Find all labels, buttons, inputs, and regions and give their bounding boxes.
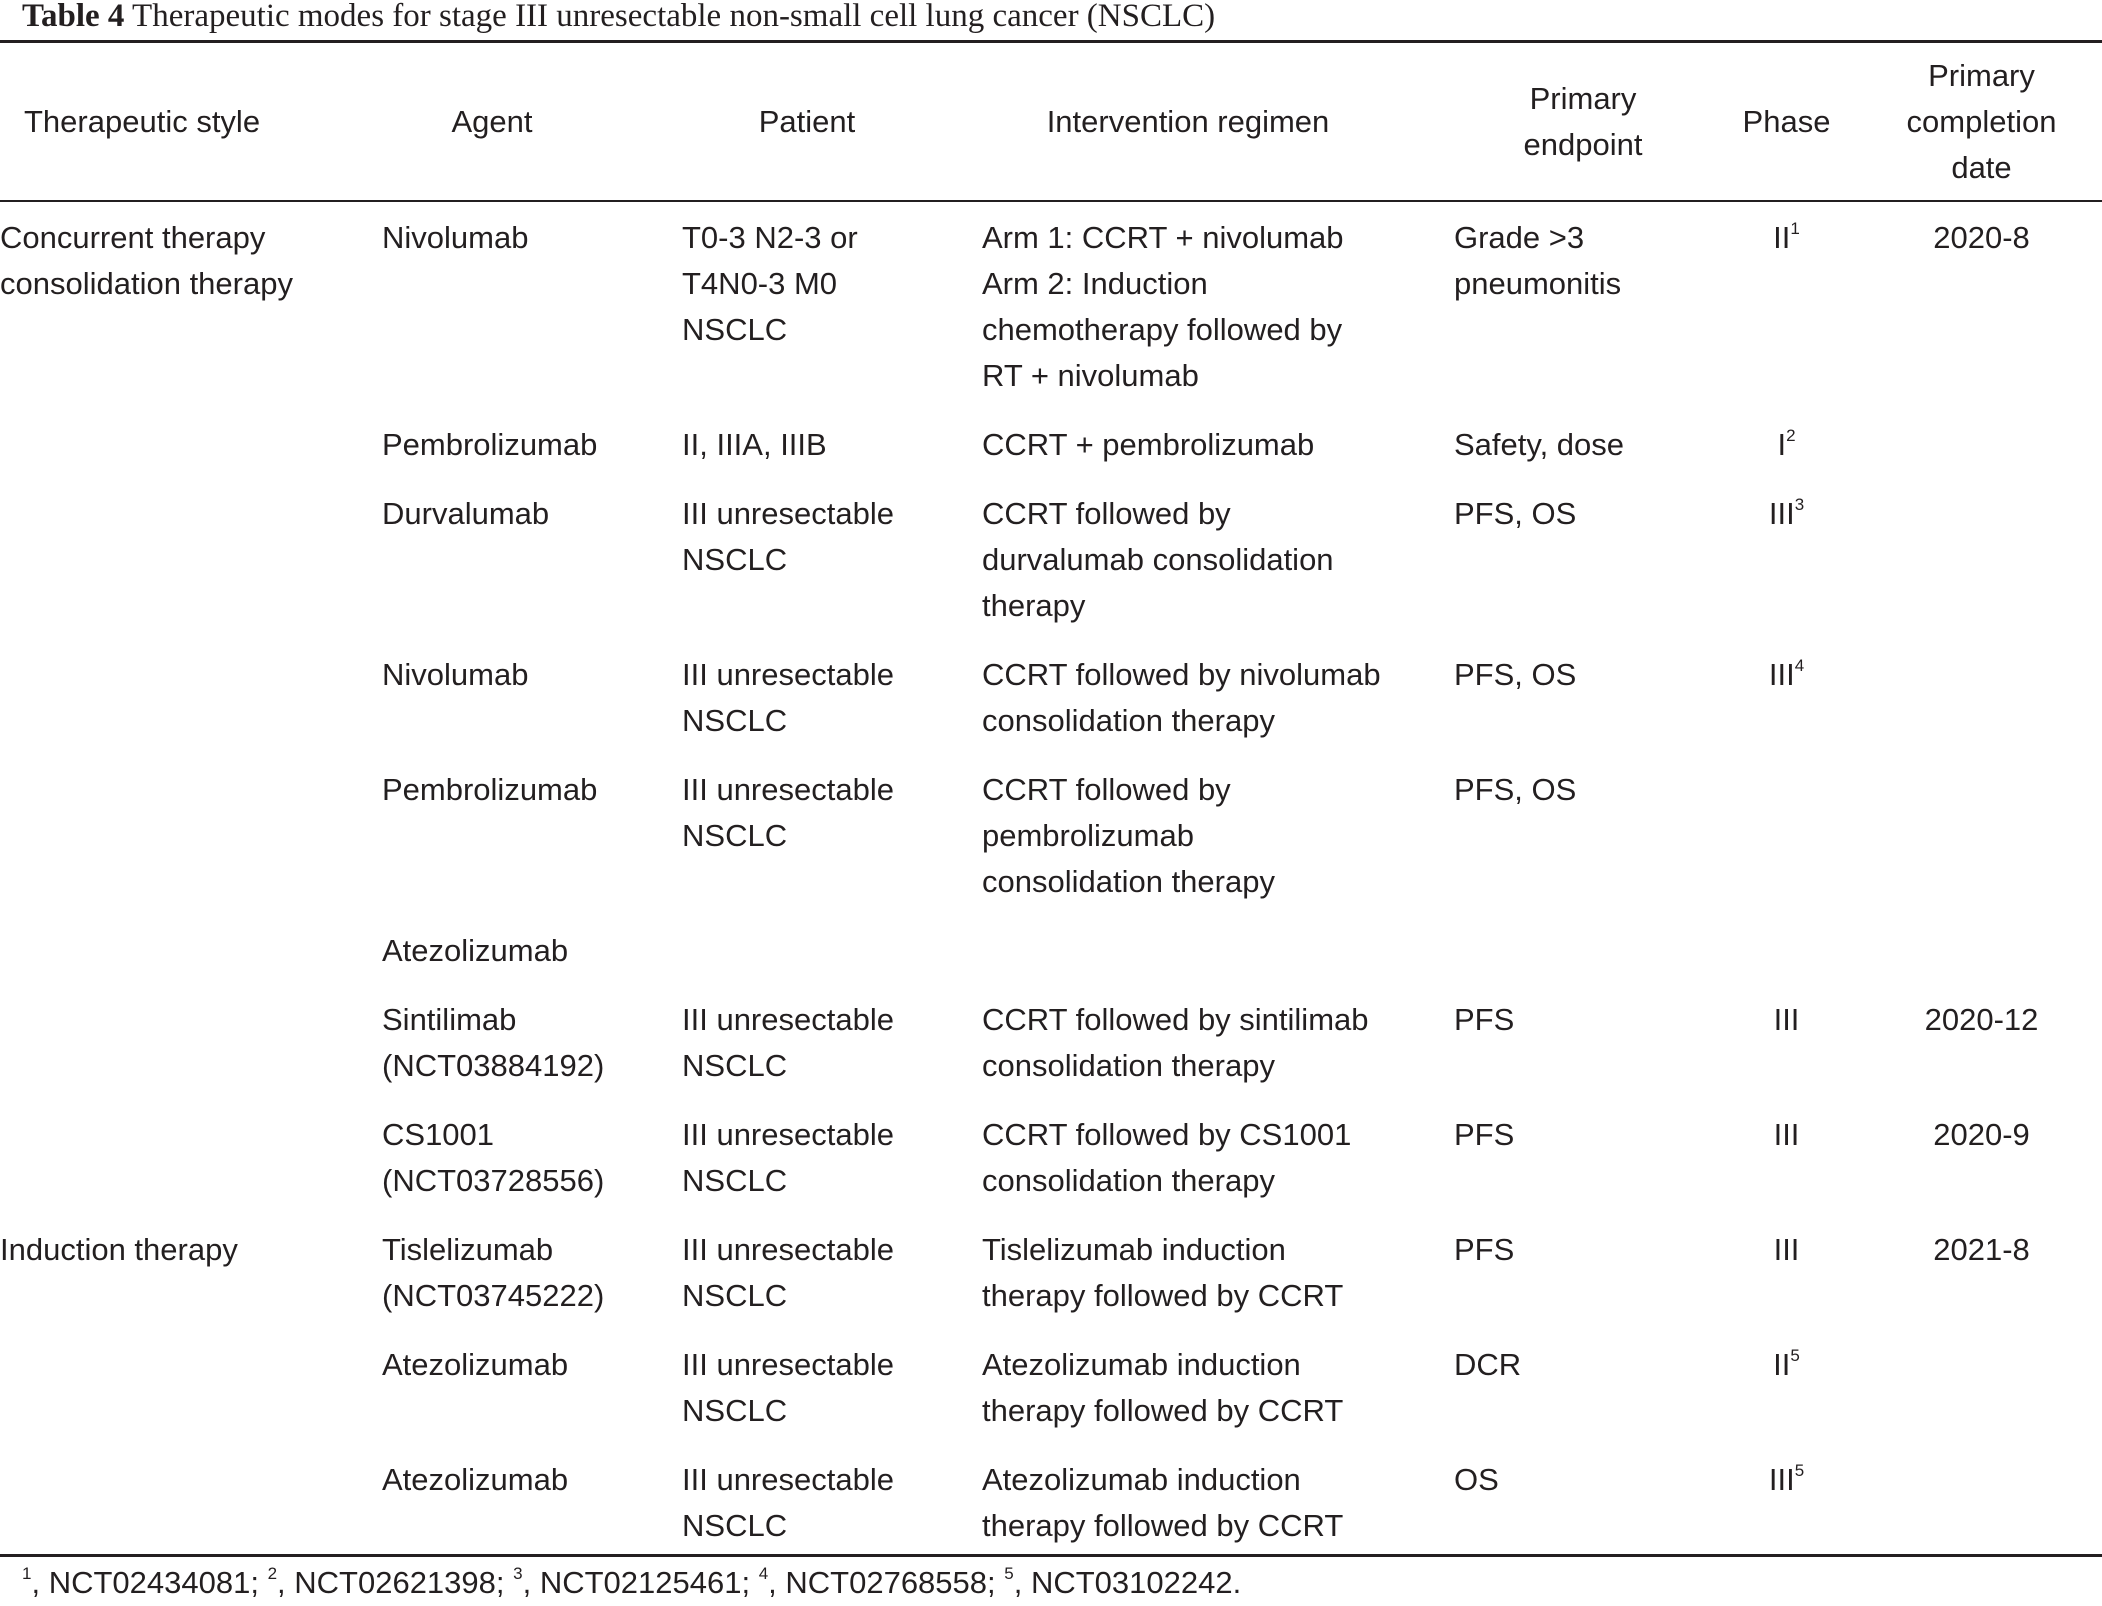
phase-value: II	[1773, 1347, 1791, 1382]
cell-patient-line: NSCLC	[682, 1163, 788, 1198]
cell-intervention-regimen-line: durvalumab consolidation	[982, 542, 1334, 577]
cell-agent	[382, 1457, 682, 1572]
cell-agent-line: Atezolizumab	[382, 1347, 569, 1382]
cell-completion-date	[1861, 422, 2102, 491]
footnote-reference: 2	[267, 1563, 278, 1583]
cell-primary-endpoint	[1454, 1227, 1712, 1342]
phase-reference: 2	[1786, 425, 1796, 445]
header-date-line1: Primary	[1928, 57, 2035, 93]
cell-primary-endpoint	[1454, 422, 1712, 491]
cell-intervention-regimen-line: therapy followed by CCRT	[982, 1393, 1344, 1428]
cell-intervention-regimen-line: CCRT followed by	[982, 496, 1231, 531]
cell-agent-line: (NCT03884192)	[382, 1048, 605, 1083]
cell-intervention-regimen-line: Atezolizumab induction	[982, 1347, 1301, 1382]
cell-therapeutic-style	[0, 1112, 382, 1227]
cell-intervention-regimen-line: Tislelizumab induction	[982, 1232, 1286, 1267]
cell-agent-line: Nivolumab	[382, 657, 529, 692]
cell-patient-line: III unresectable	[682, 1347, 894, 1382]
cell-primary-endpoint	[1454, 767, 1712, 928]
cell-therapeutic-style	[0, 1457, 382, 1572]
header-completion-date	[1861, 43, 2102, 200]
cell-primary-endpoint-line: PFS, OS	[1454, 657, 1577, 692]
phase-value: III	[1768, 657, 1795, 692]
cell-agent	[382, 200, 682, 422]
cell-completion-date: 2020-12	[1924, 1002, 2039, 1037]
cell-agent-line: Atezolizumab	[382, 933, 569, 968]
table-row	[0, 1227, 2102, 1342]
table-row	[0, 1112, 2102, 1227]
table-row	[0, 1342, 2102, 1457]
cell-therapeutic-style-line: Induction therapy	[0, 1232, 238, 1267]
cell-phase	[1712, 928, 1861, 997]
phase-value: I	[1777, 427, 1787, 462]
cell-primary-endpoint-line: pneumonitis	[1454, 266, 1622, 301]
cell-agent-line: Tislelizumab	[382, 1232, 554, 1267]
cell-primary-endpoint	[1454, 491, 1712, 652]
cell-therapeutic-style	[0, 200, 382, 422]
cell-intervention-regimen-line: Arm 2: Induction	[982, 266, 1208, 301]
cell-primary-endpoint-line: PFS	[1454, 1232, 1515, 1267]
table-row	[0, 997, 2102, 1112]
cell-intervention-regimen-line: Arm 1: CCRT + nivolumab	[982, 220, 1344, 255]
header-patient: Patient	[758, 103, 856, 139]
footnote-trial-id: , NCT02768558;	[768, 1565, 1005, 1600]
table-row	[0, 200, 2102, 422]
cell-therapeutic-style-line: consolidation therapy	[0, 266, 293, 301]
table-row	[0, 422, 2102, 491]
cell-therapeutic-style-line: Concurrent therapy	[0, 220, 266, 255]
table-label: Table 4	[22, 0, 125, 34]
footnote-trial-id: , NCT02621398;	[277, 1565, 514, 1600]
table-row	[0, 652, 2102, 767]
cell-phase	[1712, 767, 1861, 928]
cell-agent-line: CS1001	[382, 1117, 495, 1152]
cell-therapeutic-style	[0, 1342, 382, 1457]
cell-intervention-regimen-line: CCRT + pembrolizumab	[982, 427, 1315, 462]
table-caption	[22, 0, 1215, 33]
cell-intervention-regimen	[982, 767, 1454, 928]
cell-primary-endpoint-line: PFS, OS	[1454, 496, 1577, 531]
phase-value: III	[1773, 1232, 1800, 1267]
footnote-trial-id: , NCT03102242.	[1013, 1565, 1242, 1600]
phase-reference: 1	[1790, 218, 1800, 238]
cell-therapeutic-style	[0, 767, 382, 928]
cell-patient-line: III unresectable	[682, 1002, 894, 1037]
therapeutic-modes-table	[0, 43, 2102, 1572]
cell-patient	[682, 652, 982, 767]
table-row	[0, 767, 2102, 928]
cell-therapeutic-style	[0, 997, 382, 1112]
table-row	[0, 491, 2102, 652]
cell-patient-line: NSCLC	[682, 1508, 788, 1543]
table-row	[0, 1457, 2102, 1572]
cell-therapeutic-style	[0, 1227, 382, 1342]
cell-agent	[382, 997, 682, 1112]
header-intervention-regimen: Intervention regimen	[1046, 103, 1330, 139]
cell-agent-line: (NCT03728556)	[382, 1163, 605, 1198]
cell-intervention-regimen	[982, 491, 1454, 652]
cell-intervention-regimen	[982, 200, 1454, 422]
table-title: Therapeutic modes for stage III unresectable non-small cell lung cancer (NSCLC)	[124, 0, 1216, 34]
footnote-trial-id: , NCT02434081;	[31, 1565, 268, 1600]
cell-patient-line: III unresectable	[682, 657, 894, 692]
cell-primary-endpoint-line: Grade >3	[1454, 220, 1585, 255]
cell-agent	[382, 928, 682, 997]
header-agent: Agent	[451, 103, 533, 139]
cell-agent-line: Sintilimab	[382, 1002, 517, 1037]
cell-intervention-regimen	[982, 1112, 1454, 1227]
header-row	[0, 43, 2102, 200]
cell-phase	[1712, 1227, 1861, 1342]
header-endpoint-line2: endpoint	[1523, 126, 1643, 162]
cell-patient-line: T0-3 N2-3 or	[682, 220, 858, 255]
cell-patient-line: NSCLC	[682, 1278, 788, 1313]
cell-intervention-regimen-line: chemotherapy followed by	[982, 312, 1343, 347]
phase-reference: 3	[1794, 494, 1805, 514]
cell-agent	[382, 652, 682, 767]
cell-patient	[682, 1112, 982, 1227]
phase-value: III	[1768, 1462, 1795, 1497]
cell-completion-date	[1861, 491, 2102, 652]
cell-primary-endpoint-line: PFS	[1454, 1117, 1515, 1152]
header-endpoint-line1: Primary	[1529, 80, 1637, 116]
cell-patient-line: T4N0-3 M0	[682, 266, 838, 301]
cell-phase	[1712, 1457, 1861, 1572]
cell-phase	[1712, 200, 1861, 422]
phase-reference: 4	[1794, 655, 1805, 675]
cell-patient-line: III unresectable	[682, 1117, 894, 1152]
cell-patient	[682, 1457, 982, 1572]
cell-primary-endpoint	[1454, 1112, 1712, 1227]
cell-completion-date	[1861, 1342, 2102, 1457]
footnote-trial-id: , NCT02125461;	[522, 1565, 759, 1600]
phase-value: III	[1773, 1117, 1800, 1152]
cell-intervention-regimen	[982, 1457, 1454, 1572]
cell-patient-line: NSCLC	[682, 1048, 788, 1083]
cell-primary-endpoint	[1454, 997, 1712, 1112]
table-footnote	[22, 1560, 1241, 1606]
cell-therapeutic-style	[0, 652, 382, 767]
cell-phase	[1712, 422, 1861, 491]
cell-patient-line: III unresectable	[682, 1462, 894, 1497]
cell-intervention-regimen	[982, 422, 1454, 491]
cell-agent-line: Atezolizumab	[382, 1462, 569, 1497]
cell-intervention-regimen	[982, 652, 1454, 767]
cell-intervention-regimen	[982, 1227, 1454, 1342]
cell-completion-date: 2020-8	[1933, 220, 2030, 255]
cell-agent	[382, 422, 682, 491]
cell-primary-endpoint-line: PFS, OS	[1454, 772, 1577, 807]
cell-agent-line: Pembrolizumab	[382, 772, 598, 807]
cell-completion-date: 2021-8	[1933, 1232, 2030, 1267]
cell-phase	[1712, 491, 1861, 652]
cell-intervention-regimen-line: therapy followed by CCRT	[982, 1278, 1344, 1313]
footnote-reference: 1	[22, 1563, 32, 1583]
cell-intervention-regimen	[982, 1342, 1454, 1457]
cell-patient-line: III unresectable	[682, 1232, 894, 1267]
cell-intervention-regimen-line: pembrolizumab	[982, 818, 1194, 853]
cell-intervention-regimen	[982, 928, 1454, 997]
cell-completion-date	[1861, 767, 2102, 928]
cell-patient	[682, 200, 982, 422]
cell-patient-line: NSCLC	[682, 703, 788, 738]
cell-patient-line: NSCLC	[682, 818, 788, 853]
cell-patient-line: NSCLC	[682, 1393, 788, 1428]
cell-primary-endpoint	[1454, 1457, 1712, 1572]
header-phase: Phase	[1742, 103, 1831, 139]
cell-intervention-regimen-line: CCRT followed by nivolumab	[982, 657, 1381, 692]
cell-patient	[682, 928, 982, 997]
cell-primary-endpoint-line: PFS	[1454, 1002, 1515, 1037]
cell-therapeutic-style	[0, 491, 382, 652]
cell-agent-line: Nivolumab	[382, 220, 529, 255]
cell-patient	[682, 491, 982, 652]
cell-agent	[382, 1112, 682, 1227]
cell-patient	[682, 997, 982, 1112]
phase-value: III	[1768, 496, 1795, 531]
phase-value: II	[1773, 220, 1791, 255]
table-body	[0, 200, 2102, 1572]
cell-patient	[682, 1342, 982, 1457]
cell-patient	[682, 767, 982, 928]
footnote-reference: 4	[758, 1563, 769, 1583]
cell-completion-date	[1861, 1457, 2102, 1572]
cell-primary-endpoint	[1454, 1342, 1712, 1457]
cell-patient-line: NSCLC	[682, 312, 788, 347]
cell-patient	[682, 1227, 982, 1342]
cell-agent-line: Pembrolizumab	[382, 427, 598, 462]
cell-agent	[382, 1227, 682, 1342]
cell-primary-endpoint	[1454, 928, 1712, 997]
table-row	[0, 928, 2102, 997]
cell-agent	[382, 491, 682, 652]
cell-agent	[382, 1342, 682, 1457]
cell-agent-line: (NCT03745222)	[382, 1278, 605, 1313]
cell-agent	[382, 767, 682, 928]
cell-primary-endpoint-line: OS	[1454, 1462, 1499, 1497]
cell-primary-endpoint-line: Safety, dose	[1454, 427, 1625, 462]
cell-therapeutic-style	[0, 928, 382, 997]
cell-patient-line: NSCLC	[682, 542, 788, 577]
cell-phase	[1712, 652, 1861, 767]
cell-agent-line: Durvalumab	[382, 496, 550, 531]
cell-intervention-regimen-line: consolidation therapy	[982, 1048, 1275, 1083]
phase-value: III	[1773, 1002, 1800, 1037]
cell-primary-endpoint	[1454, 652, 1712, 767]
header-therapeutic-style: Therapeutic style	[24, 103, 261, 139]
cell-intervention-regimen-line: CCRT followed by	[982, 772, 1231, 807]
phase-reference: 5	[1790, 1345, 1800, 1365]
cell-intervention-regimen	[982, 997, 1454, 1112]
cell-primary-endpoint-line: DCR	[1454, 1347, 1522, 1382]
cell-completion-date	[1861, 652, 2102, 767]
cell-completion-date	[1861, 928, 2102, 997]
header-date-line3: date	[1951, 149, 2012, 185]
cell-intervention-regimen-line: consolidation therapy	[982, 703, 1275, 738]
cell-intervention-regimen-line: CCRT followed by sintilimab	[982, 1002, 1369, 1037]
phase-reference: 5	[1794, 1460, 1805, 1480]
cell-phase	[1712, 1342, 1861, 1457]
cell-therapeutic-style	[0, 422, 382, 491]
cell-primary-endpoint	[1454, 200, 1712, 422]
cell-intervention-regimen-line: CCRT followed by CS1001	[982, 1117, 1352, 1152]
cell-intervention-regimen-line: RT + nivolumab	[982, 358, 1199, 393]
cell-intervention-regimen-line: therapy followed by CCRT	[982, 1508, 1344, 1543]
header-date-line2: completion	[1906, 103, 2057, 139]
cell-intervention-regimen-line: therapy	[982, 588, 1086, 623]
cell-patient-line: III unresectable	[682, 772, 894, 807]
header-primary-endpoint	[1454, 43, 1712, 200]
cell-patient	[682, 422, 982, 491]
cell-intervention-regimen-line: Atezolizumab induction	[982, 1462, 1301, 1497]
cell-completion-date: 2020-9	[1933, 1117, 2030, 1152]
cell-intervention-regimen-line: consolidation therapy	[982, 864, 1275, 899]
footnote-reference: 3	[513, 1563, 523, 1583]
cell-patient-line: III unresectable	[682, 496, 894, 531]
cell-phase	[1712, 997, 1861, 1112]
cell-phase	[1712, 1112, 1861, 1227]
footnote-reference: 5	[1004, 1563, 1014, 1583]
cell-patient-line: II, IIIA, IIIB	[682, 427, 827, 462]
cell-intervention-regimen-line: consolidation therapy	[982, 1163, 1275, 1198]
